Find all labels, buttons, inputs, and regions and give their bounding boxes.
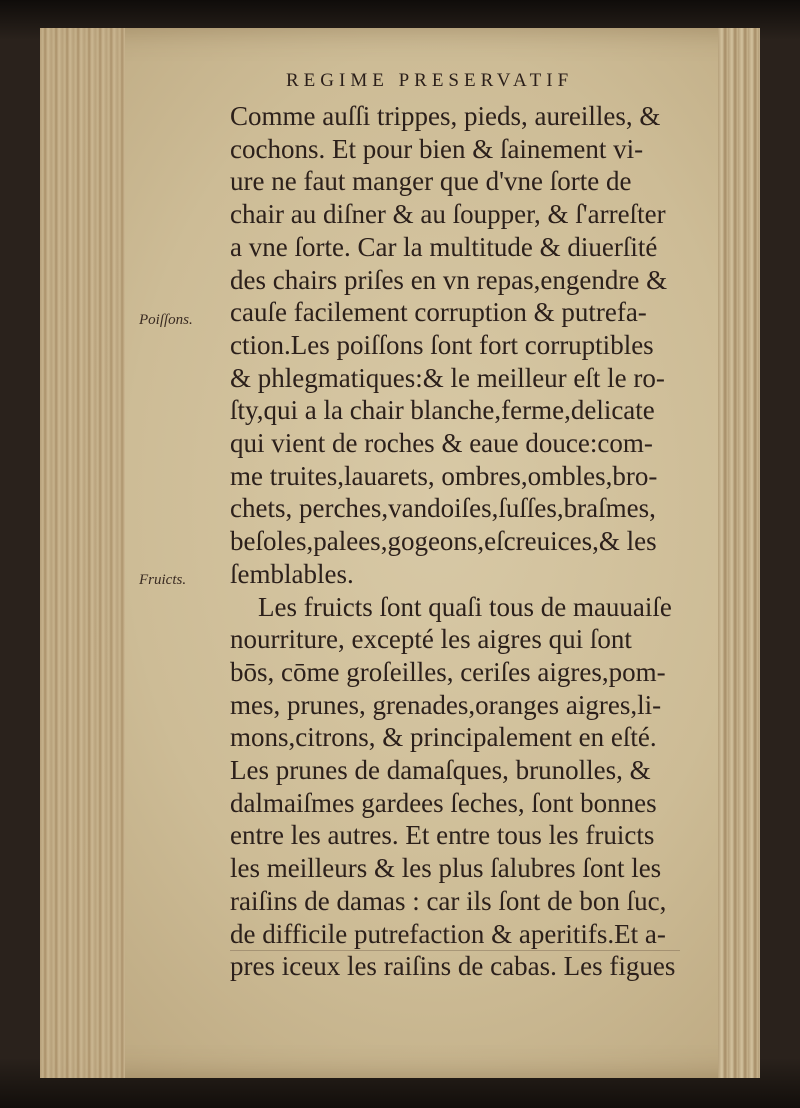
running-head: REGIME PRESERVATIF: [286, 70, 574, 91]
text-line: ſemblables.: [230, 558, 354, 589]
page-baseline-rule: [230, 950, 680, 951]
text-line: qui vient de roches & eaue douce:com-: [230, 428, 653, 459]
text-line: Comme auſſi trippes, pieds, aureilles, &: [230, 101, 661, 131]
text-line: raiſins de damas : car ils ſont de bon ſuc,: [230, 885, 667, 916]
text-line: mes, prunes, grenades,oranges aigres,li-: [230, 689, 662, 720]
text-line: dalmaiſmes gardees ſeches, ſont bonnes: [230, 787, 657, 818]
text-line: a vne ſorte. Car la multitude & diuerſité: [230, 231, 658, 262]
text-line: des chairs priſes en vn repas,engendre &: [230, 264, 668, 295]
body-text: [230, 100, 710, 983]
text-line: les meilleurs & les plus ſalubres ſont les: [230, 853, 662, 884]
text-line: entre les autres. Et entre tous les fruicts: [230, 820, 655, 851]
text-line: ſty,qui a la chair blanche,ferme,delicate: [230, 395, 655, 426]
margin-note-fish: Poiſſons.: [139, 312, 193, 328]
text-line: bōs, cōme groſeilles, ceriſes aigres,pom-: [230, 656, 666, 687]
text-line: chair au diſner & au ſoupper, & ſ'arreſter: [230, 199, 666, 230]
text-line: de difficile putrefaction & aperitifs.Et a-: [230, 918, 666, 949]
text-line: Les fruicts ſont quaſi tous de mauuaiſe: [258, 591, 672, 622]
facing-page-edge: [718, 28, 760, 1078]
text-line: beſoles,palees,gogeons,eſcreuices,& les: [230, 526, 657, 557]
margin-note-fruits: Fruicts.: [139, 572, 187, 588]
text-line: mons,citrons, & principalement en eſté.: [230, 722, 657, 753]
text-line: me truites,lauarets, ombres,ombles,bro-: [230, 460, 658, 491]
text-line: chets, perches,vandoiſes,ſuſſes,braſmes,: [230, 493, 656, 524]
text-line: ction.Les poiſſons ſont fort corruptibles: [230, 329, 654, 360]
text-line: pres iceux les raiſins de cabas. Les figues: [230, 951, 676, 982]
text-line: & phlegmatiques:& le meilleur eſt le ro-: [230, 362, 665, 393]
text-line: cochons. Et pour bien & ſainement vi-: [230, 133, 644, 164]
text-line: nourriture, excepté les aigres qui ſont: [230, 624, 632, 655]
text-line: cauſe facilement corruption & putrefa-: [230, 297, 647, 328]
page-gutter-edges: [40, 28, 125, 1078]
text-line: ure ne faut manger que d'vne ſorte de: [230, 166, 632, 197]
text-line: Les prunes de damaſques, brunolles, &: [230, 755, 651, 786]
